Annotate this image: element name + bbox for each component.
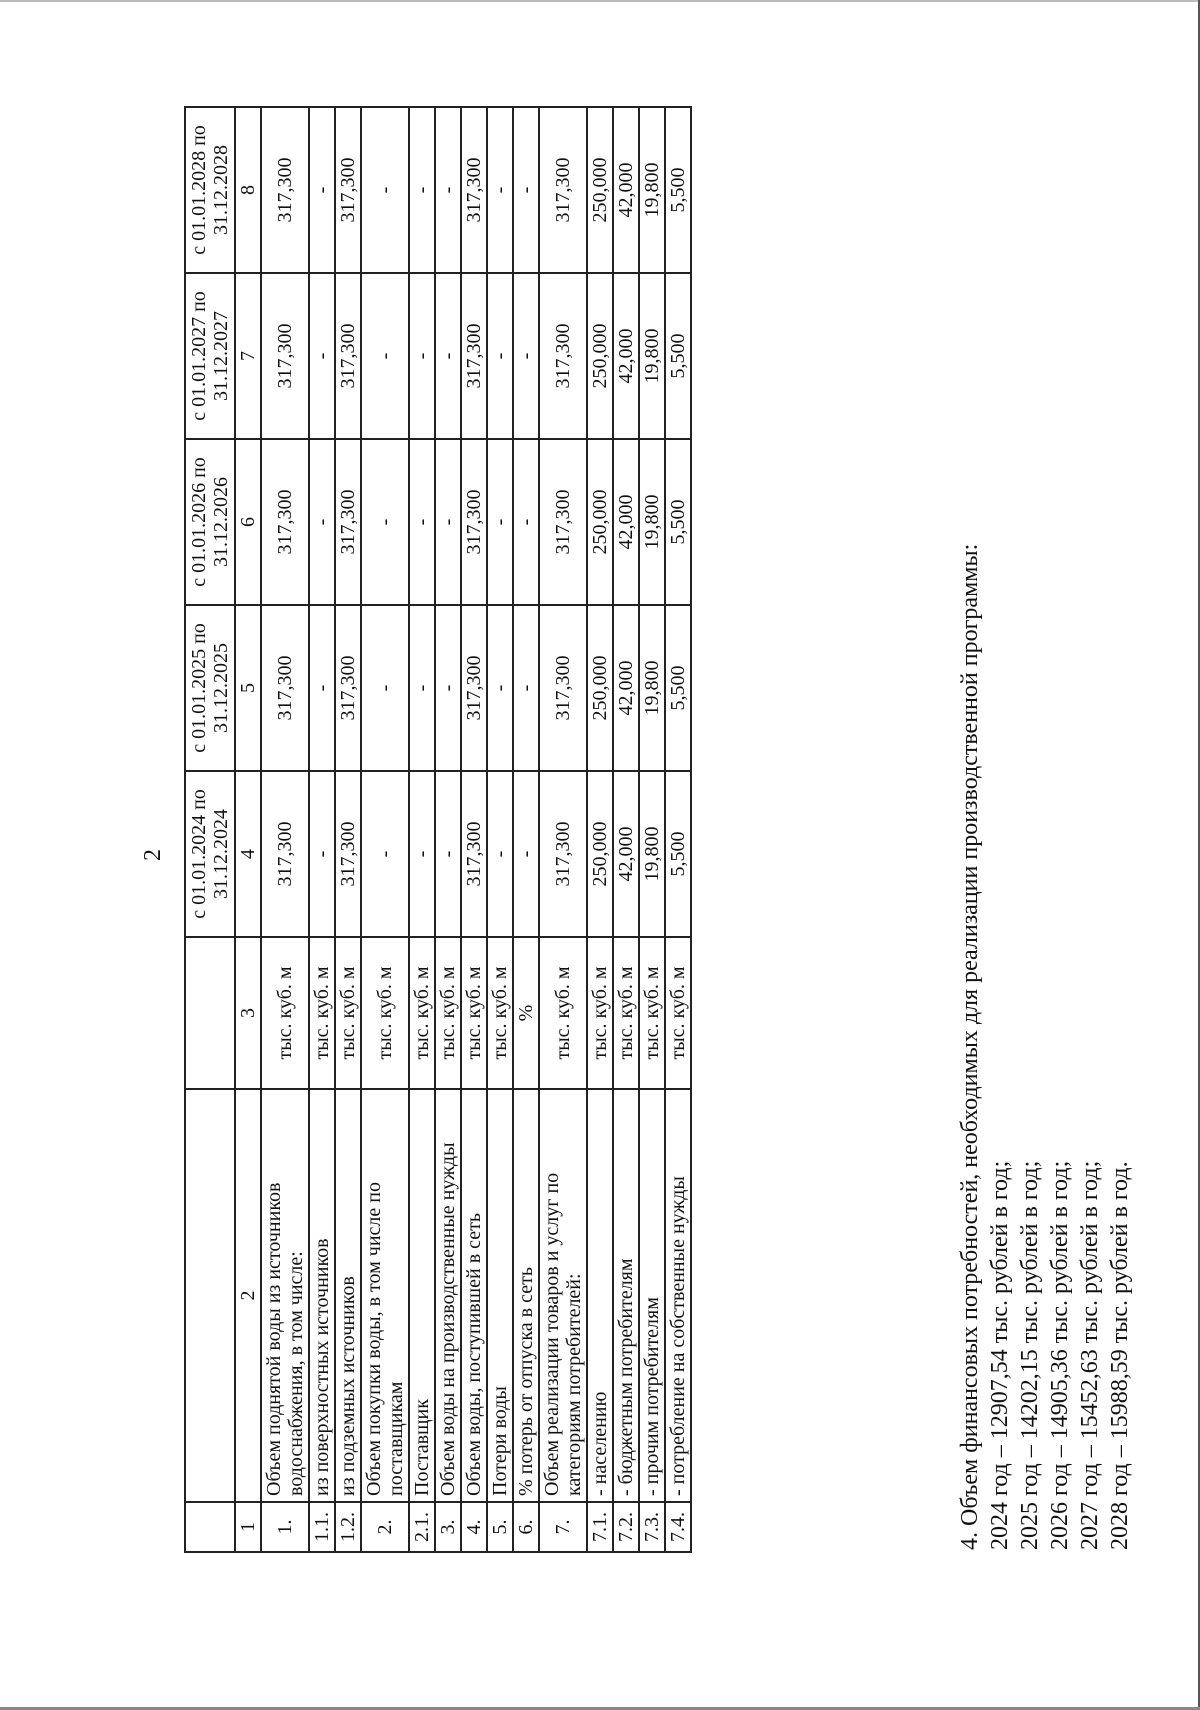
rotated-page-content (100, 25, 1133, 1685)
value-cell: - (409, 107, 435, 273)
value-cell: - (487, 107, 513, 273)
indicator-name-cell: из поверхностных источников (309, 1089, 335, 1502)
row-number-cell: 2. (361, 1502, 409, 1552)
value-cell: 317,300 (261, 605, 309, 771)
value-cell: - (513, 771, 539, 937)
table-row (461, 107, 487, 1552)
header-period-2028: с 01.01.2028 по 31.12.2028 (185, 107, 235, 273)
value-cell: 317,300 (461, 107, 487, 273)
table-row (261, 107, 309, 1552)
unit-cell: тыс. куб. м (461, 937, 487, 1089)
value-cell: 42,000 (613, 605, 639, 771)
value-cell: 19,800 (639, 605, 665, 771)
value-cell: - (361, 439, 409, 605)
indicator-name-cell: - населению (587, 1089, 613, 1502)
value-cell: - (309, 771, 335, 937)
column-number: 5 (235, 605, 261, 771)
table-row (513, 107, 539, 1552)
value-cell: 317,300 (539, 273, 587, 439)
table-row (539, 107, 587, 1552)
value-cell: 317,300 (461, 605, 487, 771)
indicator-name-cell: - бюджетным потребителям (613, 1089, 639, 1502)
indicator-name-cell: % потерь от отпуска в сеть (513, 1089, 539, 1502)
value-cell: 317,300 (539, 439, 587, 605)
value-cell: - (409, 605, 435, 771)
value-cell: 317,300 (539, 107, 587, 273)
value-cell: 317,300 (261, 273, 309, 439)
table-row (335, 107, 361, 1552)
scan-top-edge (0, 0, 1200, 2)
value-cell: - (487, 273, 513, 439)
value-cell: 250,000 (587, 605, 613, 771)
value-cell: - (513, 107, 539, 273)
value-cell: 317,300 (261, 107, 309, 273)
unit-cell: тыс. куб. м (665, 937, 691, 1089)
page-number: 2 (140, 849, 166, 861)
column-number: 4 (235, 771, 261, 937)
value-cell: - (487, 605, 513, 771)
unit-cell: тыс. куб. м (587, 937, 613, 1089)
row-number-cell: 1. (261, 1502, 309, 1552)
value-cell: 5,500 (665, 439, 691, 605)
column-number: 3 (235, 937, 261, 1089)
value-cell: 5,500 (665, 771, 691, 937)
column-number: 7 (235, 273, 261, 439)
value-cell: - (435, 273, 461, 439)
indicator-name-cell: - прочим потребителям (639, 1089, 665, 1502)
column-number: 2 (235, 1089, 261, 1502)
table-row (487, 107, 513, 1552)
value-cell: 317,300 (461, 771, 487, 937)
table-row (587, 107, 613, 1552)
table-row (409, 107, 435, 1552)
value-cell: 19,800 (639, 771, 665, 937)
header-cell-no (185, 1502, 235, 1552)
value-cell: - (513, 439, 539, 605)
row-number-cell: 1.1. (309, 1502, 335, 1552)
value-cell: - (361, 273, 409, 439)
value-cell: 250,000 (587, 439, 613, 605)
value-cell: 250,000 (587, 107, 613, 273)
unit-cell: тыс. куб. м (409, 937, 435, 1089)
row-number-cell: 3. (435, 1502, 461, 1552)
row-number-cell: 6. (513, 1502, 539, 1552)
unit-cell: % (513, 937, 539, 1089)
value-cell: 5,500 (665, 107, 691, 273)
value-cell: 317,300 (461, 439, 487, 605)
production-program-table (184, 106, 692, 1553)
row-number-cell: 7.2. (613, 1502, 639, 1552)
column-number: 1 (235, 1502, 261, 1552)
value-cell: 317,300 (539, 771, 587, 937)
value-cell: 42,000 (613, 771, 639, 937)
unit-cell: тыс. куб. м (487, 937, 513, 1089)
indicator-name-cell: из подземных источников (335, 1089, 361, 1502)
value-cell: - (435, 771, 461, 937)
indicator-name-cell: Объем покупки воды, в том числе по поставщикам (361, 1089, 409, 1502)
row-number-cell: 7. (539, 1502, 587, 1552)
row-number-cell: 5. (487, 1502, 513, 1552)
value-cell: - (309, 107, 335, 273)
row-number-cell: 7.1. (587, 1502, 613, 1552)
value-cell: 5,500 (665, 273, 691, 439)
value-cell: 317,300 (461, 273, 487, 439)
financial-need-line: 2024 год – 12907,54 тыс. рублей в год; (987, 1160, 1013, 1550)
value-cell: - (309, 605, 335, 771)
indicator-name-cell: Потери воды (487, 1089, 513, 1502)
value-cell: 19,800 (639, 273, 665, 439)
header-period-2027: с 01.01.2027 по 31.12.2027 (185, 273, 235, 439)
value-cell: 317,300 (335, 439, 361, 605)
header-period-2024: с 01.01.2024 по 31.12.2024 (185, 771, 235, 937)
value-cell: 250,000 (587, 771, 613, 937)
value-cell: - (409, 273, 435, 439)
financial-need-line: 2028 год – 15988,59 тыс. рублей в год. (1107, 1161, 1133, 1550)
value-cell: 250,000 (587, 273, 613, 439)
table-body (261, 107, 691, 1552)
value-cell: 317,300 (261, 439, 309, 605)
row-number-cell: 1.2. (335, 1502, 361, 1552)
value-cell: - (361, 771, 409, 937)
header-period-2025: с 01.01.2025 по 31.12.2025 (185, 605, 235, 771)
unit-cell: тыс. куб. м (435, 937, 461, 1089)
value-cell: - (435, 605, 461, 771)
financial-need-line: 2026 год – 14905,36 тыс. рублей в год; (1047, 1160, 1073, 1550)
value-cell: - (409, 439, 435, 605)
indicator-name-cell: Объем воды, поступившей в сеть (461, 1089, 487, 1502)
value-cell: - (309, 439, 335, 605)
column-number: 6 (235, 439, 261, 605)
indicator-name-cell: Объем поднятой воды из источников водоснабжения, в том числе: (261, 1089, 309, 1502)
value-cell: - (435, 107, 461, 273)
value-cell: 42,000 (613, 107, 639, 273)
value-cell: - (409, 771, 435, 937)
row-number-cell: 7.4. (665, 1502, 691, 1552)
financial-need-line: 2027 год – 15452,63 тыс. рублей в год; (1077, 1160, 1103, 1550)
value-cell: - (435, 439, 461, 605)
unit-cell: тыс. куб. м (261, 937, 309, 1089)
value-cell: - (513, 273, 539, 439)
value-cell: 317,300 (335, 605, 361, 771)
indicator-name-cell: - потребление на собственные нужды (665, 1089, 691, 1502)
table-row (309, 107, 335, 1552)
table-row (613, 107, 639, 1552)
value-cell: 317,300 (539, 605, 587, 771)
indicator-name-cell: Поставщик (409, 1089, 435, 1502)
column-number: 8 (235, 107, 261, 273)
indicator-name-cell: Объем воды на производственные нужды (435, 1089, 461, 1502)
value-cell: 19,800 (639, 439, 665, 605)
unit-cell: тыс. куб. м (309, 937, 335, 1089)
value-cell: 317,300 (335, 107, 361, 273)
value-cell: 5,500 (665, 605, 691, 771)
unit-cell: тыс. куб. м (539, 937, 587, 1089)
value-cell: - (487, 771, 513, 937)
table-row (435, 107, 461, 1552)
value-cell: 317,300 (261, 771, 309, 937)
unit-cell: тыс. куб. м (335, 937, 361, 1089)
value-cell: - (361, 107, 409, 273)
value-cell: 317,300 (335, 273, 361, 439)
financial-need-line: 2025 год – 14202,15 тыс. рублей в год; (1017, 1160, 1043, 1550)
financial-needs-title: 4. Объем финансовых потребностей, необходимых для реализации производственной программы: (957, 543, 983, 1550)
indicator-name-cell: Объем реализации товаров и услуг по категориям потребителей: (539, 1089, 587, 1502)
table-row (665, 107, 691, 1552)
value-cell: - (309, 273, 335, 439)
value-cell: - (487, 439, 513, 605)
value-cell: - (361, 605, 409, 771)
column-number-row (235, 107, 261, 1552)
table-header-row (185, 107, 235, 1552)
value-cell: 42,000 (613, 439, 639, 605)
unit-cell: тыс. куб. м (613, 937, 639, 1089)
financial-needs-section (955, 150, 1135, 1550)
unit-cell: тыс. куб. м (639, 937, 665, 1089)
header-cell-unit (185, 937, 235, 1089)
row-number-cell: 4. (461, 1502, 487, 1552)
value-cell: 19,800 (639, 107, 665, 273)
value-cell: 42,000 (613, 273, 639, 439)
header-period-2026: с 01.01.2026 по 31.12.2026 (185, 439, 235, 605)
value-cell: 317,300 (335, 771, 361, 937)
value-cell: - (513, 605, 539, 771)
table-row (361, 107, 409, 1552)
row-number-cell: 2.1. (409, 1502, 435, 1552)
table-row (639, 107, 665, 1552)
header-cell-name (185, 1089, 235, 1502)
unit-cell: тыс. куб. м (361, 937, 409, 1089)
row-number-cell: 7.3. (639, 1502, 665, 1552)
